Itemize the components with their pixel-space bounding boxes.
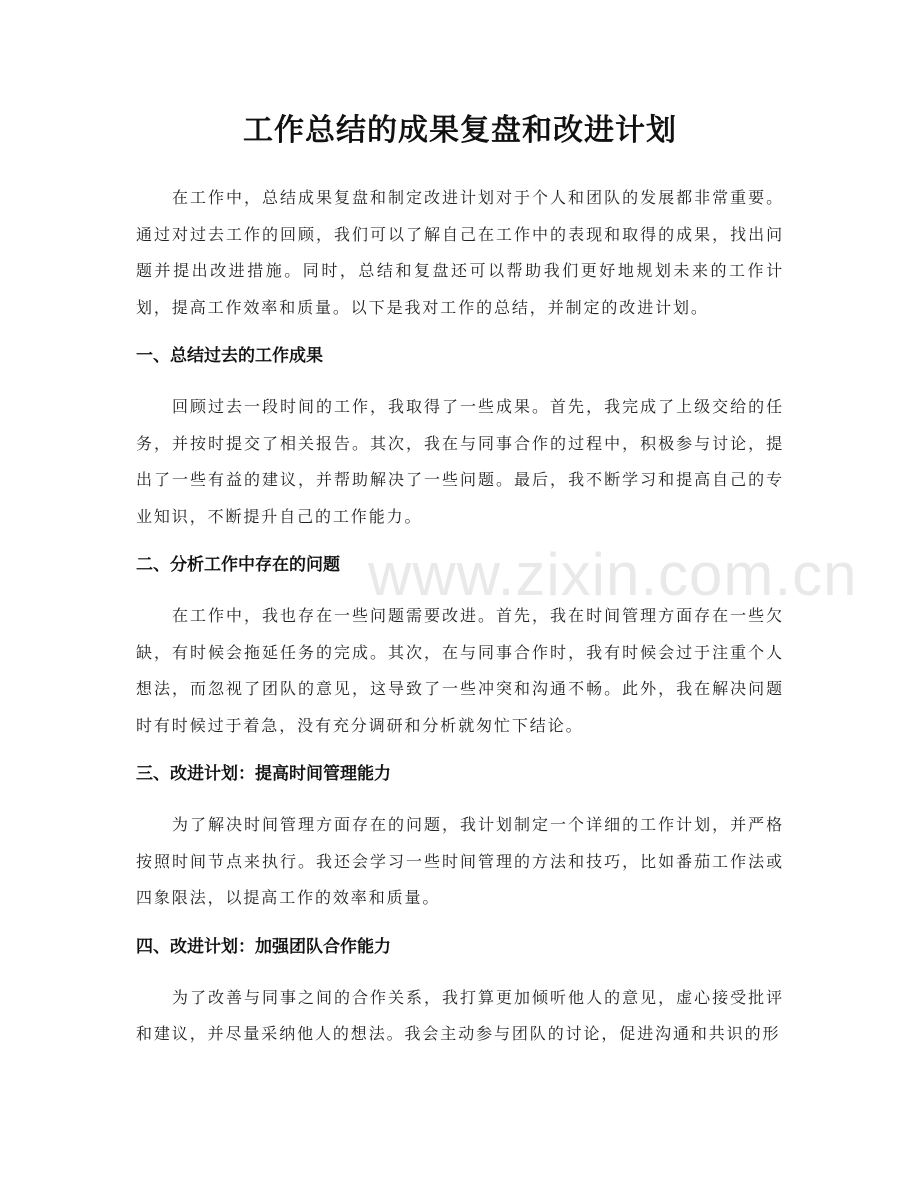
intro-paragraph: 在工作中，总结成果复盘和制定改进计划对于个人和团队的发展都非常重要。通过对过去工作的回顾，我们可以了解自己在工作中的表现和取得的成果，找出问题并提出改进措施。同时，总结和复盘还可以帮助我们更好地规划未来的工作计划，提高工作效率和质量。以下是我对工作的总结，并制定的改进计划。 <box>136 188 784 317</box>
watermark: www.zixin.com.cn <box>368 541 858 608</box>
document-title: 工作总结的成果复盘和改进计划 <box>243 113 677 148</box>
section-paragraph-2: 在工作中，我也存在一些问题需要改进。首先，我在时间管理方面存在一些欠缺，有时候会拖延任务的完成。其次，在与同事合作时，我有时候会过于注重个人想法，而忽视了团队的意见，这导致了一些冲突和沟通不畅。此外，我在解决问题时有时候过于着急，没有充分调研和分析就匆忙下结论。 <box>136 606 784 735</box>
section-heading-4: 四、改进计划：加强团队合作能力 <box>136 936 391 957</box>
section-paragraph-3: 为了解决时间管理方面存在的问题，我计划制定一个详细的工作计划，并严格按照时间节点来执行。我还会学习一些时间管理的方法和技巧，比如番茄工作法或四象限法，以提高工作的效率和质量。 <box>136 815 784 907</box>
document-body <box>136 180 784 1053</box>
section-heading-1: 一、总结过去的工作成果 <box>136 346 323 366</box>
section-paragraph-1: 回顾过去一段时间的工作，我取得了一些成果。首先，我完成了上级交给的任务，并按时提交了相关报告。其次，我在与同事合作的过程中，积极参与讨论，提出了一些有益的建议，并帮助解决了一些问题。最后，我不断学习和提高自己的专业知识，不断提升自己的工作能力。 <box>136 397 784 526</box>
section-heading-3: 三、改进计划：提高时间管理能力 <box>136 764 391 784</box>
section-paragraph-4: 为了改善与同事之间的合作关系，我打算更加倾听他人的意见，虚心接受批评和建议，并尽量采纳他人的想法。我会主动参与团队的讨论，促进沟通和共识的形 <box>136 987 784 1043</box>
section-heading-2: 二、分析工作中存在的问题 <box>136 555 340 575</box>
